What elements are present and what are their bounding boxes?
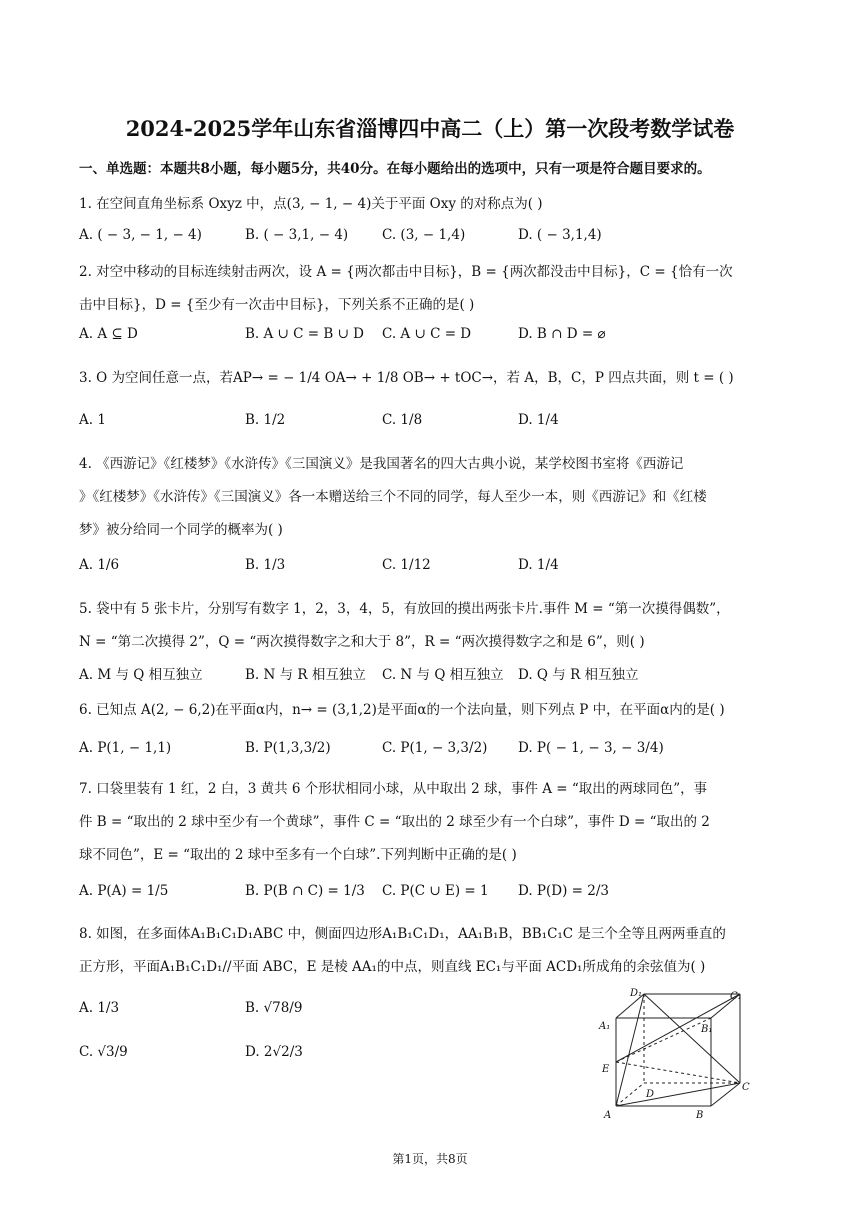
q7-option-c: C. P(C ∪ E) = 1 xyxy=(382,883,489,899)
question-4-text-1: 4. 《西游记》《红楼梦》《水浒传》《三国演义》是我国著名的四大古典小说，某学校图书室将《西游记 xyxy=(79,456,684,472)
question-5-text-1: 5. 袋中有 5 张卡片，分别写有数字 1，2，3，4，5，有放回的摸出两张卡片.事件 M = “第一次摸得偶数”， xyxy=(79,601,730,617)
q6-option-d: D. P( − 1, − 3, − 3/4) xyxy=(518,740,664,756)
question-4-text-3: 梦》被分给同一个同学的概率为( ) xyxy=(79,522,283,538)
q2-option-b: B. A ∪ C = B ∪ D xyxy=(245,326,365,342)
page-footer: 第1页，共8页 xyxy=(392,1152,468,1166)
q6-option-a: A. P(1, − 1,1) xyxy=(79,740,172,756)
question-8-text-1: 8. 如图，在多面体A₁B₁C₁D₁ABC 中，侧面四边形A₁B₁C₁D₁，AA₁B₁B，BB₁C₁C 是三个全等且两两垂直的 xyxy=(79,926,726,942)
q2-option-d: D. B ∩ D = ⌀ xyxy=(518,326,606,342)
q8-option-d: D. 2√2/3 xyxy=(245,1044,303,1060)
q4-option-d: D. 1/4 xyxy=(518,557,559,573)
q1-option-c: C. (3, − 1,4) xyxy=(382,227,466,243)
question-7-text-1: 7. 口袋里装有 1 红，2 白，3 黄共 6 个形状相同小球，从中取出 2 球，事件 A = “取出的两球同色”，事 xyxy=(79,781,708,797)
label-b1: B₁ xyxy=(701,1024,713,1035)
polyhedron-figure xyxy=(594,986,764,1118)
question-7-text-2: 件 B = “取出的 2 球中至少有一个黄球”，事件 C = “取出的 2 球至少有一个白球”，事件 D = “取出的 2 xyxy=(79,814,710,830)
label-e: E xyxy=(602,1064,610,1075)
label-d1: D₁ xyxy=(630,988,643,999)
q5-option-d: D. Q 与 R 相互独立 xyxy=(518,667,639,683)
label-c: C xyxy=(742,1082,750,1093)
page-title: 2024-2025学年山东省淄博四中高二（上）第一次段考数学试卷 xyxy=(125,116,735,141)
q8-option-a: A. 1/3 xyxy=(79,1000,120,1016)
q7-option-d: D. P(D) = 2/3 xyxy=(518,883,609,899)
q5-option-c: C. N 与 Q 相互独立 xyxy=(382,667,504,683)
question-2-text-2: 击中目标}，D = {至少有一次击中目标}，下列关系不正确的是( ) xyxy=(79,297,475,313)
question-6-text: 6. 已知点 A(2, − 6,2)在平面α内，n→ = (3,1,2)是平面α的一个法向量，则下列点 P 中，在平面α内的是( ) xyxy=(79,702,725,718)
q4-option-c: C. 1/12 xyxy=(382,557,431,573)
question-8-text-2: 正方形，平面A₁B₁C₁D₁//平面 ABC，E 是棱 AA₁的中点，则直线 EC₁与平面 ACD₁所成角的余弦值为( ) xyxy=(79,959,706,975)
q7-option-b: B. P(B ∩ C) = 1/3 xyxy=(245,883,365,899)
q8-option-c: C. √3/9 xyxy=(79,1044,128,1060)
question-1-text: 1. 在空间直角坐标系 Oxyz 中，点(3, − 1, − 4)关于平面 Oxy 的对称点为( ) xyxy=(79,196,543,212)
question-4-text-2: 》《红楼梦》《水浒传》《三国演义》各一本赠送给三个不同的同学，每人至少一本，则《西游记》和《红楼 xyxy=(79,489,707,505)
q3-option-a: A. 1 xyxy=(79,412,106,428)
q7-option-a: A. P(A) = 1/5 xyxy=(79,883,169,899)
q3-option-d: D. 1/4 xyxy=(518,412,559,428)
q6-option-b: B. P(1,3,3/2) xyxy=(245,740,331,756)
q3-option-c: C. 1/8 xyxy=(382,412,423,428)
q5-option-a: A. M 与 Q 相互独立 xyxy=(79,667,203,683)
q3-option-b: B. 1/2 xyxy=(245,412,286,428)
label-b: B xyxy=(696,1110,704,1118)
q8-option-b: B. √78/9 xyxy=(245,1000,303,1016)
q5-option-b: B. N 与 R 相互独立 xyxy=(245,667,366,683)
question-2-text-1: 2. 对空中移动的目标连续射击两次，设 A = {两次都击中目标}，B = {两次都没击中目标}，C = {恰有一次 xyxy=(79,264,733,280)
q1-option-b: B. ( − 3,1, − 4) xyxy=(245,227,349,243)
q1-option-d: D. ( − 3,1,4) xyxy=(518,227,602,243)
label-a: A xyxy=(604,1110,612,1118)
q4-option-b: B. 1/3 xyxy=(245,557,286,573)
q2-option-c: C. A ∪ C = D xyxy=(382,326,472,342)
q4-option-a: A. 1/6 xyxy=(79,557,120,573)
q6-option-c: C. P(1, − 3,3/2) xyxy=(382,740,488,756)
section-heading: 一、单选题：本题共8小题，每小题5分，共40分。在每小题给出的选项中，只有一项是符合题目要求的。 xyxy=(79,161,711,177)
q1-option-a: A. ( − 3, − 1, − 4) xyxy=(79,227,202,243)
question-5-text-2: N = “第二次摸得 2”，Q = “两次摸得数字之和大于 8”，R = “两次摸得数字之和是 6”，则( ) xyxy=(79,634,645,650)
label-d: D xyxy=(646,1089,655,1100)
question-3-text: 3. O 为空间任意一点，若AP→ = − 1/4 OA→ + 1/8 OB→ + tOC→，若 A，B，C，P 四点共面，则 t = ( ) xyxy=(79,370,734,386)
q2-option-a: A. A ⊆ D xyxy=(79,326,138,342)
label-c1: C₁ xyxy=(730,991,742,1002)
question-7-text-3: 球不同色”，E = “取出的 2 球中至多有一个白球”.下列判断中正确的是( ) xyxy=(79,847,517,863)
label-a1: A₁ xyxy=(599,1021,611,1032)
